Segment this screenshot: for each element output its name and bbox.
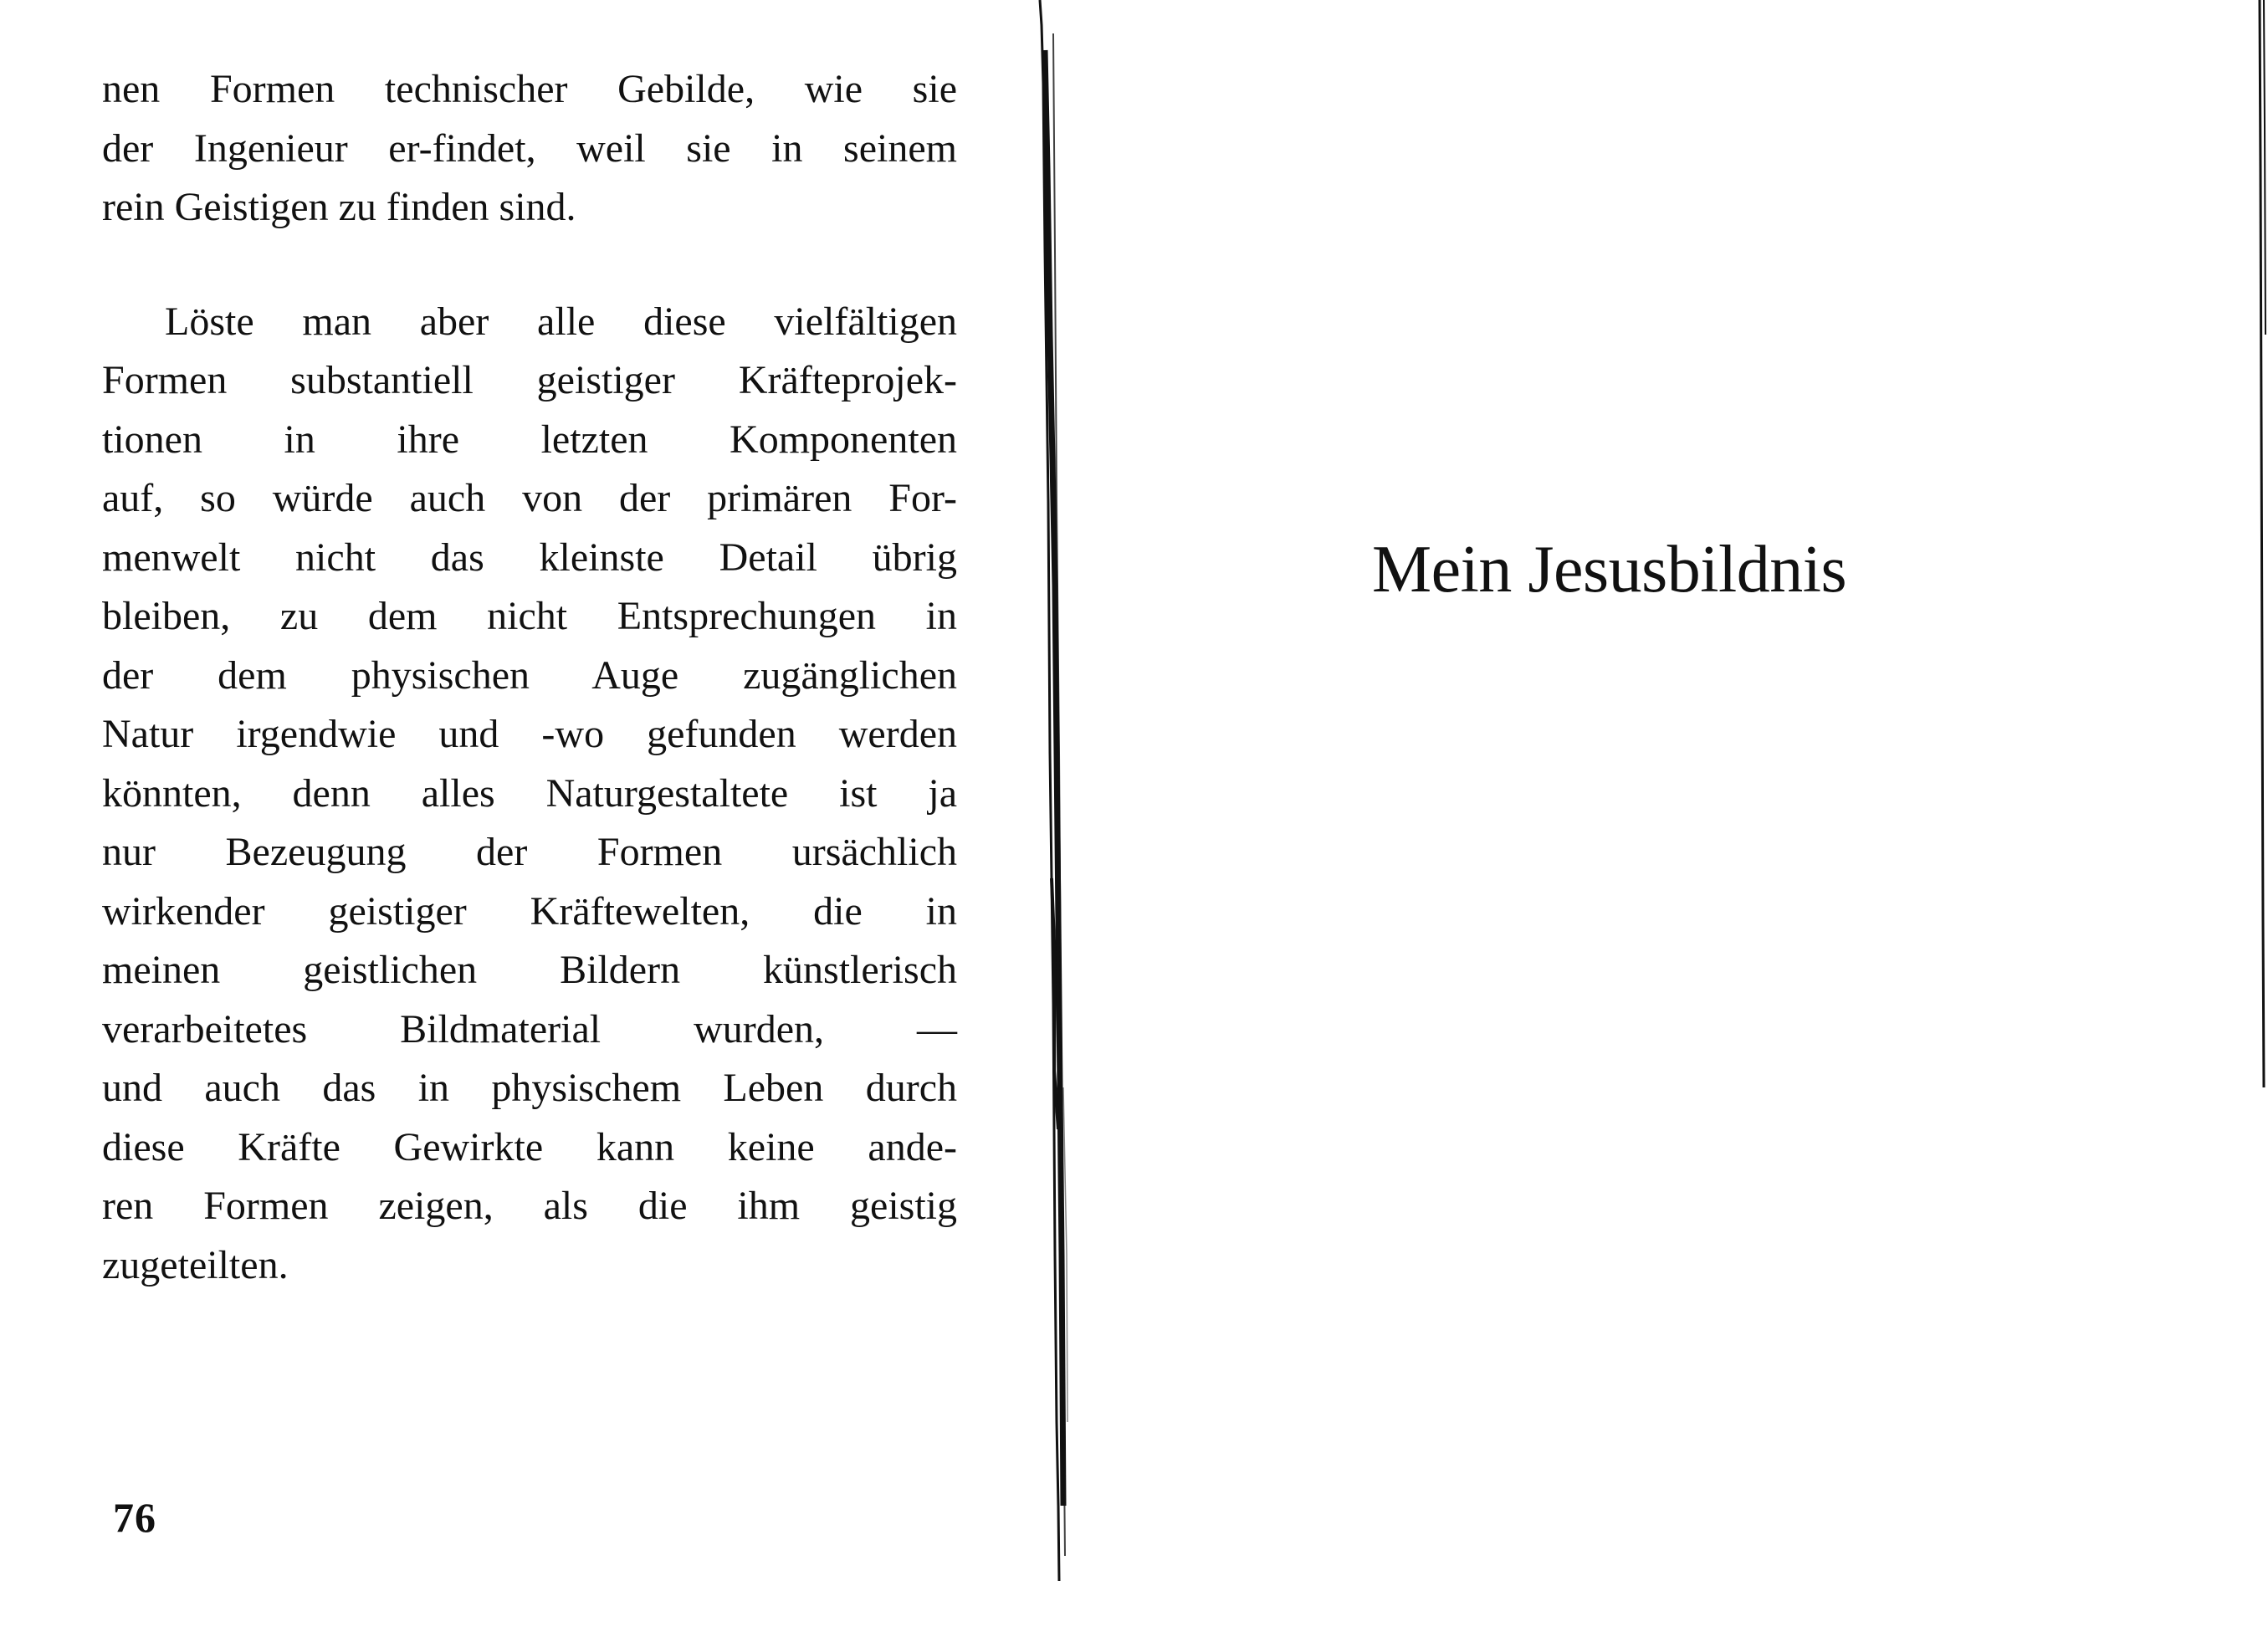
page-edge — [2256, 0, 2268, 1632]
chapter-title: Mein Jesusbildnis — [1372, 533, 1847, 606]
right-page — [1083, 0, 2268, 1632]
text-line: bleiben, zu dem nicht Entsprechungen in — [102, 594, 957, 638]
text-line: wirkender geistiger Kräftewelten, die in — [102, 888, 957, 934]
paragraph-gap — [102, 238, 957, 293]
page-number: 76 — [113, 1494, 156, 1541]
body-text — [102, 60, 957, 1295]
text-line: ren Formen zeigen, als die ihm geistig — [102, 1184, 957, 1228]
text-line: der dem physischen Auge zugänglichen — [102, 652, 957, 698]
text-line: Löste man aber alle diese vielfältigen — [165, 299, 957, 344]
text-line: und auch das in physischem Leben durch — [102, 1066, 957, 1110]
text-line: menwelt nicht das kleinste Detail übrig — [102, 535, 957, 580]
text-line: tionen in ihre letzten Komponenten — [102, 417, 957, 462]
paragraph-2 — [102, 293, 957, 1296]
gutter-shadow — [1033, 0, 1083, 1632]
text-line: diese Kräfte Gewirkte kann keine ande- — [102, 1124, 957, 1169]
text-line: auf, so würde auch von der primären For- — [102, 476, 957, 520]
text-line: nen Formen technischer Gebilde, wie sie — [102, 67, 957, 111]
left-page — [0, 0, 1062, 1632]
text-line: rein Geistigen zu finden sind. — [102, 185, 576, 229]
text-line: nur Bezeugung der Formen ursächlich — [102, 830, 957, 874]
text-line: könnten, denn alles Naturgestaltete ist ja — [102, 770, 957, 816]
text-line: verarbeitetes Bildmaterial wurden, — — [102, 1006, 957, 1051]
text-line: meinen geistlichen Bildern künstlerisch — [102, 948, 957, 992]
paragraph-1 — [102, 60, 957, 238]
text-line: zugeteilten. — [102, 1242, 289, 1287]
text-line: Natur irgendwie und -wo gefunden werden — [102, 712, 957, 756]
text-line: der Ingenieur er-findet, weil sie in seinem — [102, 125, 957, 171]
text-line: Formen substantiell geistiger Kräfteprojek- — [102, 358, 957, 402]
